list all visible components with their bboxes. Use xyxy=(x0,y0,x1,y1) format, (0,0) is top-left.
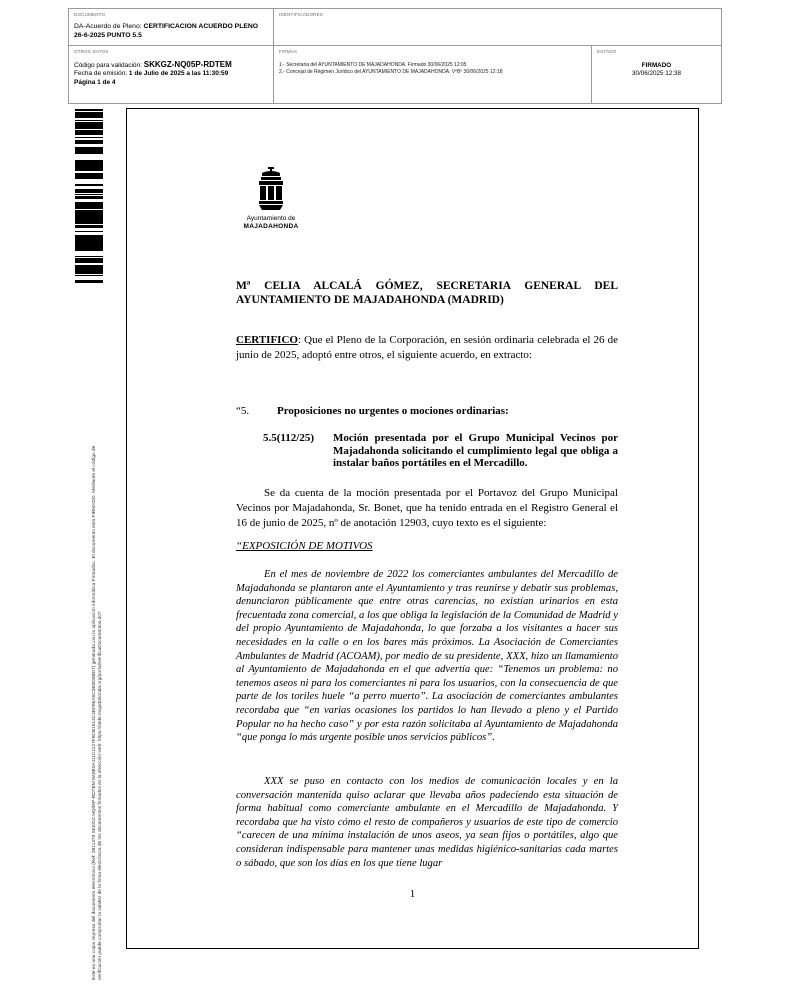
barcode-bar xyxy=(75,256,103,257)
logo-line-1: Ayuntamiento de xyxy=(246,215,296,222)
barcode-bar xyxy=(75,178,103,179)
barcode-bar xyxy=(75,142,103,143)
motives-paragraph-2: XXX se puso en contacto con los medios de comunicación locales y en la conversación mantenida quiso aclarar que llevaba años padeciendo esta situación de forma habitual como comerciante ambulante en el Mercadillo de Majadahonda. Y recordaba que ha visto cómo el resto de compañeros y usuarios de este tipo de comercio “carecen de una mínima instalación de unos aseos, ya sean fijos o portátiles, algo que consideran indispensable para mantener unas medidas higiénico-sanitarias cada martes o sábado, que son los días en los que tiene lugar xyxy=(236,776,618,869)
barcode-icon xyxy=(75,108,103,284)
barcode-bar xyxy=(75,130,103,131)
certifier-heading-line-2: AYUNTAMIENTO DE MAJADAHONDA (MADRID) xyxy=(236,294,504,306)
barcode-bar xyxy=(75,184,103,185)
barcode-bar xyxy=(75,169,103,171)
barcode-bar xyxy=(75,143,103,144)
barcode-bar xyxy=(75,237,103,240)
barcode-bar xyxy=(75,131,103,133)
barcode-bar xyxy=(75,269,103,272)
certifico-label: CERTIFICO xyxy=(236,334,298,346)
document-header xyxy=(68,8,722,104)
barcode-bar xyxy=(75,110,103,111)
municipal-logo xyxy=(231,167,311,231)
barcode-bar xyxy=(75,215,103,218)
barcode-bar xyxy=(75,261,103,262)
barcode-bar xyxy=(75,147,103,148)
signature-2: 2.- Concejal de Régimen Jurídico del AYUNTAMIENTO DE MAJADAHONDA. VºBº 30/06/2025 12:18 xyxy=(279,69,503,75)
signature-1: 1.- Secretaria del AYUNTAMIENTO DE MAJADAHONDA. Firmado 30/06/2025 12:05 xyxy=(279,62,467,68)
motion-heading xyxy=(263,432,618,472)
document-title xyxy=(74,23,269,40)
barcode-bar xyxy=(75,152,103,154)
barcode-bar xyxy=(75,248,103,250)
barcode-bar xyxy=(75,167,103,169)
motion-title: Moción presentada por el Grupo Municipal Vecinos por Majadahonda solicitando el cumplimiento legal que obliga a instalar baños portátiles en el Mercadillo. xyxy=(333,432,618,469)
motives-paragraph-1: En el mes de noviembre de 2022 los comerciantes ambulantes del Mercadillo de Majadahonda se plantaron ante el Ayuntamiento y tras reunirse y debatir sus problemas, denunciaron públicamente que entre otras carencias, no existían urinarios en esta frecuentada zona comercial, a los que obliga la legislación de la Comunidad de Madrid y del propio Ayuntamiento de Majadahonda, lo que forzaba a los visitantes a hacer sus necesidades en la calle o en los bares más próximos. La Asociación de Comerciantes Ambulantes de Madrid (ACOAM), por medio de su presidente, XXX, hizo un llamamiento al Ayuntamiento de Majadahonda en el que advertía que: “Tenemos un problema: no tenemos aseos ni para los comerciantes ni para los usuarios, con la consecuencia de que parte de los toriles huele “a perro muerto”. La asociación de comerciantes ambulantes recordaba que “en varias ocasiones los partidos lo han llevado a pleno y el Partido Popular no ha hecho caso” y por esta razón solicitaba al Ayuntamiento de Majadahonda “que ponga lo más urgente posible unos servicios públicos”. xyxy=(236,569,618,744)
barcode-bar xyxy=(75,120,103,121)
barcode-bar xyxy=(75,122,103,124)
barcode-bar xyxy=(75,268,103,269)
barcode-bar xyxy=(75,112,103,114)
barcode-bar xyxy=(75,197,103,198)
barcode-bar xyxy=(75,221,103,224)
barcode-bar xyxy=(75,211,103,214)
barcode-bar xyxy=(75,262,103,263)
barcode-bar xyxy=(75,192,103,193)
barcode-bar xyxy=(75,190,103,191)
barcode-bar xyxy=(75,160,103,162)
identifiers-label: IDENTIFICADORES xyxy=(279,12,324,17)
certifico-paragraph xyxy=(236,333,618,363)
barcode-bar xyxy=(75,208,103,209)
barcode-bar xyxy=(75,173,103,175)
barcode-bar xyxy=(75,267,103,268)
signatures-label: FIRMAS xyxy=(279,49,298,54)
barcode-bar xyxy=(75,148,103,149)
barcode-bar xyxy=(75,275,103,276)
barcode-bar xyxy=(75,206,103,208)
barcode-bar xyxy=(75,214,103,215)
certifico-text: : Que el Pleno de la Corporación, en sesión ordinaria celebrada el 26 de junio de 2025, adoptó entre otros, el siguiente acuerdo, en extracto: xyxy=(236,334,618,361)
side-text-line-2: verificación puede comprobar la validez de la firma electrónica de los documentos firmados en la dirección web: https://sede.majadahonda.org/portal/verificaDocumentos.do? xyxy=(98,611,104,980)
other-data-label: OTROS DATOS xyxy=(74,49,109,54)
intro-paragraph: Se da cuenta de la moción presentada por el Portavoz del Grupo Municipal Vecinos por Majadahonda, Sr. Bonet, que ha tenido entrada en el Registro General el 16 de junio de 2025, nº de anotación 12903, cuyo texto es el siguiente: xyxy=(236,487,618,529)
document-prefix: DA-Acuerdo de Pleno: xyxy=(74,23,144,30)
page-info: Página 1 de 4 xyxy=(74,78,116,86)
document-page xyxy=(126,108,699,949)
exposicion-title: “EXPOSICIÓN DE MOTIVOS xyxy=(236,540,373,552)
document-name: CERTIFICACION ACUERDO PLENO 26-6-2025 PUNTO 5.5 xyxy=(74,23,259,39)
state-date: 30/06/2025 12:38 xyxy=(631,70,682,77)
barcode-bar xyxy=(75,240,103,241)
barcode-bar xyxy=(75,164,103,167)
barcode-bar xyxy=(75,198,103,199)
barcode-bar xyxy=(75,175,103,178)
barcode-bar xyxy=(75,162,103,163)
barcode-bar xyxy=(75,246,103,248)
barcode-bar xyxy=(75,163,103,164)
validation-code: SKKGZ-NQ05P-RDTEM xyxy=(143,60,232,69)
barcode-bar xyxy=(75,189,103,190)
signatures-list xyxy=(279,62,589,76)
motion-number: 5.5(112/25) xyxy=(263,432,315,444)
page-number: 1 xyxy=(409,888,416,900)
state-label: ESTADO xyxy=(597,49,617,54)
barcode-bar xyxy=(75,117,103,118)
verification-side-text xyxy=(92,290,104,980)
barcode-bar xyxy=(75,151,103,152)
identifiers-cell xyxy=(274,9,721,46)
validation-prefix: Código para validación: xyxy=(74,62,144,69)
barcode-bar xyxy=(75,114,103,117)
barcode-bar xyxy=(75,191,103,192)
certifier-heading-line-1: Mª CELIA ALCALÁ GÓMEZ, SECRETARIA GENERAL DEL xyxy=(236,280,618,292)
barcode-bar xyxy=(75,244,103,246)
barcode-bar xyxy=(75,231,103,232)
barcode-bar xyxy=(75,241,103,244)
logo-line-2: MAJADAHONDA xyxy=(243,223,299,230)
barcode-bar xyxy=(75,218,103,221)
state-info xyxy=(592,62,721,78)
point-heading xyxy=(236,404,509,418)
point-number: “5. xyxy=(236,405,250,417)
document-label: DOCUMENTO xyxy=(74,12,106,17)
issue-date: 1 de Julio de 2025 a las 11:30:59 xyxy=(128,70,229,78)
side-text-line-1: Este es una copia impresa del documento electrónico (Ref: 3811379 SKKGZ-NQ05P-RDTEM 8A8E0A111C1127F6CB1514C4EF86A5C3E9D0BD7) generada con la aplicación informática Firmadoc. El documento está FIRMADO. Mediante el código de xyxy=(92,445,97,980)
barcode-bar xyxy=(75,258,103,260)
signatures-cell xyxy=(274,46,592,103)
other-data-cell xyxy=(69,46,274,103)
barcode-bar xyxy=(75,272,103,274)
barcode-bar xyxy=(75,225,103,228)
barcode-bar xyxy=(75,282,103,283)
barcode-bar xyxy=(75,260,103,261)
barcode-bar xyxy=(75,194,103,195)
state-value: FIRMADO xyxy=(641,62,672,69)
barcode-bar xyxy=(75,133,103,135)
point-title: Proposiciones no urgentes o mociones ordinarias: xyxy=(277,405,509,417)
barcode-bar xyxy=(75,140,103,142)
barcode-bar xyxy=(75,202,103,205)
barcode-bar xyxy=(75,109,103,110)
barcode-bar xyxy=(75,280,103,282)
issue-prefix: Fecha de emisión: xyxy=(74,70,129,78)
barcode-bar xyxy=(75,250,103,251)
barcode-bar xyxy=(75,137,103,138)
other-data xyxy=(74,61,272,87)
barcode-bar xyxy=(75,196,103,197)
barcode-bar xyxy=(75,185,103,186)
barcode-bar xyxy=(75,235,103,237)
barcode-bar xyxy=(75,124,103,126)
barcode-bar xyxy=(75,126,103,129)
coat-of-arms-icon xyxy=(256,167,286,211)
barcode-bar xyxy=(75,265,103,267)
state-cell xyxy=(592,46,721,103)
document-cell xyxy=(69,9,274,46)
barcode-bar xyxy=(75,149,103,151)
barcode-bar xyxy=(75,205,103,206)
barcode-bar xyxy=(75,210,103,211)
